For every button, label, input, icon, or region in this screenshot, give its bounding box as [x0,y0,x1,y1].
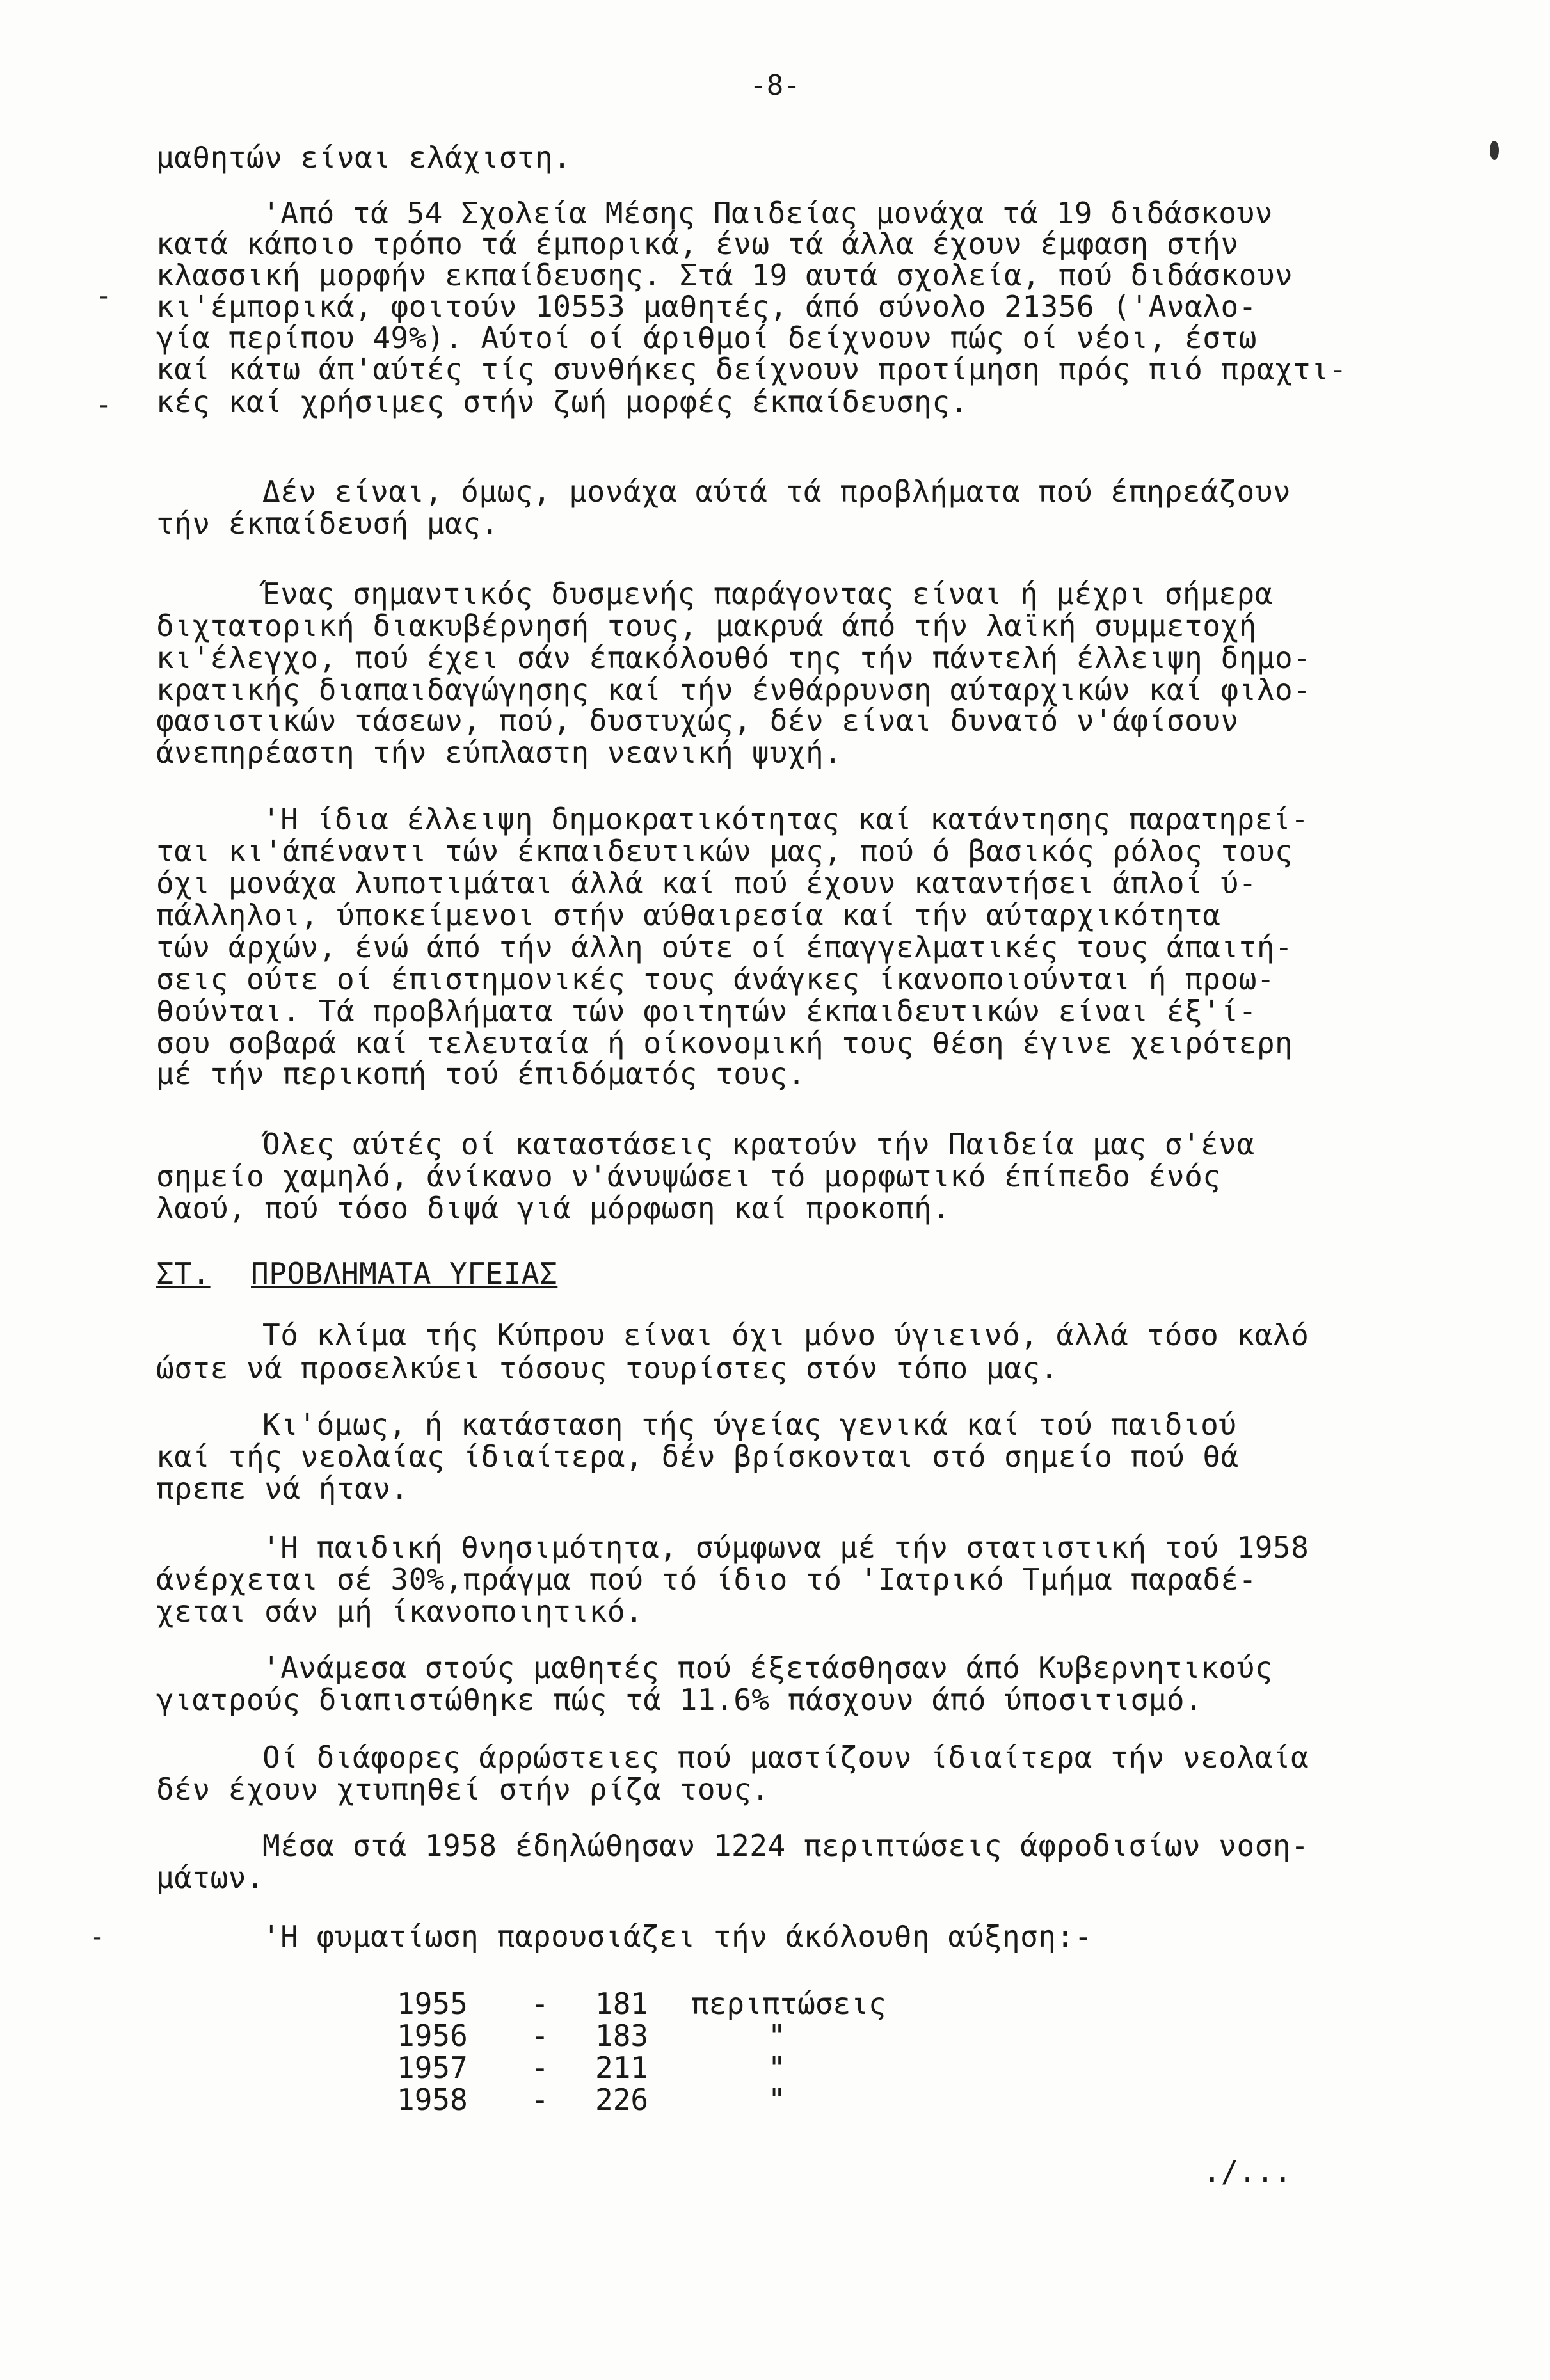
text-line: γιατρούς διαπιστώθηκε πώς τά 11.6% πάσχουν άπό ύποσιτισμό. [156,1682,1203,1717]
table-cell-unit: " [768,2018,786,2053]
text-line: 'Η ίδια έλλειψη δημοκρατικότητας καί κατάντησης παρατηρεί- [262,802,1309,836]
text-line: Κι'όμως, ή κατάσταση τής ύγείας γενικά καί τού παιδιού [262,1407,1237,1442]
table-cell-val: 211 [595,2050,649,2085]
text-line: κρατικής διαπαιδαγώγησης καί τήν ένθάρρυνση αύταρχικών καί φιλο- [156,673,1311,707]
text-line: χεται σάν μή ίκανοποιητικό. [156,1594,644,1629]
table-cell-dash: - [531,2050,549,2085]
section-label: ΣΤ. [156,1256,211,1291]
punch-mark [1490,141,1499,160]
text-line: τών άρχών, ένώ άπό τήν άλλη ούτε οί έπαγγελματικές τους άπαιτή- [156,930,1293,964]
table-cell-unit: " [768,2050,786,2085]
text-line: όχι μονάχα λυποτιμάται άλλά καί πού έχουν καταντήσει άπλοί ύ- [156,866,1257,900]
text-line: μάτων. [156,1860,265,1895]
table-cell-year: 1958 [397,2082,468,2117]
text-line: σου σοβαρά καί τελευταία ή οίκονομική τους θέση έγινε χειρότερη [156,1026,1293,1060]
text-line: Οί διάφορες άρρώστειες πού μαστίζουν ίδιαίτερα τήν νεολαία [262,1740,1309,1775]
text-line: κι'έμπορικά, φοιτούν 10553 μαθητές, άπό σύνολο 21356 ('Αναλο- [156,289,1257,324]
table-cell-year: 1956 [397,2018,468,2053]
text-line: άνέρχεται σέ 30%,πράγμα πού τό ίδιο τό 'Ιατρικό Τμήμα παραδέ- [156,1562,1257,1597]
text-line: κατά κάποιο τρόπο τά έμπορικά, ένω τά άλλα έχουν έμφαση στήν [156,227,1239,261]
table-cell-val: 183 [595,2018,649,2053]
text-line: μέ τήν περικοπή τού έπιδόματός τους. [156,1057,806,1091]
text-line: σεις ούτε οί έπιστημονικές τους άνάγκες ίκανοποιούνται ή προω- [156,962,1275,996]
text-line: άνεπηρέαστη τήν εύπλαστη νεανική ψυχή. [156,735,842,770]
text-line: κλασσική μορφήν εκπαίδευσης. Στά 19 αυτά σχολεία, πού διδάσκουν [156,258,1293,292]
text-line: 'Από τά 54 Σχολεία Μέσης Παιδείας μονάχα τά 19 διδάσκουν [262,196,1273,230]
text-line: ται κι'άπέναντι τών έκπαιδευτικών μας, πού ό βασικός ρόλος τους [156,834,1293,868]
text-line: καί κάτω άπ'αύτές τίς συνθήκες δείχνουν προτίμηση πρός πιό πραχτι- [156,352,1347,387]
table-cell-dash: - [531,2018,549,2053]
text-line: Μέσα στά 1958 έδηλώθησαν 1224 περιπτώσεις άφροδισίων νοση- [262,1828,1309,1863]
table-cell-dash: - [531,1986,549,2021]
text-line: κι'έλεγχο, πού έχει σάν έπακόλουθό της τήν πάντελή έλλειψη δημο- [156,641,1311,675]
text-line: τήν έκπαίδευσή μας. [156,506,499,541]
table-cell-unit: " [768,2082,786,2117]
text-line: ώστε νά προσελκύει τόσους τουρίστες στόν τόπο μας. [156,1351,1059,1386]
text-line: κές καί χρήσιμες στήν ζωή μορφές έκπαίδευσης. [156,385,968,419]
table-cell-val: 226 [595,2082,649,2117]
continuation-mark: ./... [1203,2154,1292,2189]
text-line: Όλες αύτές οί καταστάσεις κρατούν τήν Παιδεία μας σ'ένα [262,1127,1255,1162]
page-number: -8- [749,69,801,102]
section-title: ΠΡΟΒΛΗΜΑΤΑ ΥΓΕΙΑΣ [251,1256,558,1291]
text-line: Τό κλίμα τής Κύπρου είναι όχι μόνο ύγιεινό, άλλά τόσο καλό [262,1318,1309,1352]
text-line: πάλληλοι, ύποκείμενοι στήν αύθαιρεσία καί τήν αύταρχικότητα [156,898,1221,932]
text-line: πρεπε νά ήταν. [156,1471,409,1506]
margin-mark: - [90,1922,106,1952]
text-line: σημείο χαμηλό, άνίκανο ν'άνυψώσει τό μορφωτικό έπίπεδο ένός [156,1159,1221,1194]
text-line: Ένας σημαντικός δυσμενής παράγοντας είναι ή μέχρι σήμερα [262,577,1273,611]
text-line: διχτατορική διακυβέρνησή τους, μακρυά άπό τήν λαϊκή συμμετοχή [156,609,1257,643]
text-line: Δέν είναι, όμως, μονάχα αύτά τά προβλήματα πού έπηρεάζουν [262,474,1291,509]
margin-mark: - [96,282,112,311]
text-line: μαθητών είναι ελάχιστη. [156,140,571,175]
table-cell-year: 1957 [397,2050,468,2085]
margin-mark: - [96,390,112,420]
table-cell-year: 1955 [397,1986,468,2021]
text-line: καί τής νεολαίας ίδιαίτερα, δέν βρίσκονται στό σημείο πού θά [156,1439,1239,1474]
text-line: φασιστικών τάσεων, πού, δυστυχώς, δέν είναι δυνατό ν'άφίσουν [156,703,1239,738]
table-cell-val: 181 [595,1986,649,2021]
table-cell-unit: περιπτώσεις [691,1986,886,2021]
text-line: γία περίπου 49%). Αύτοί οί άριθμοί δείχνουν πώς οί νέοι, έστω [156,321,1257,355]
text-line: δέν έχουν χτυπηθεί στήν ρίζα τους. [156,1772,770,1807]
text-line: 'Η φυματίωση παρουσιάζει τήν άκόλουθη αύξηση:- [262,1919,1092,1954]
text-line: 'Ανάμεσα στούς μαθητές πού έξετάσθησαν άπό Κυβερνητικούς [262,1650,1273,1685]
text-line: θούνται. Τά προβλήματα τών φοιτητών έκπαιδευτικών είναι έξ'ί- [156,994,1257,1028]
text-line: 'Η παιδική θνησιμότητα, σύμφωνα μέ τήν στατιστική τού 1958 [262,1530,1309,1565]
table-cell-dash: - [531,2082,549,2117]
text-line: λαού, πού τόσο διψά γιά μόρφωση καί προκοπή. [156,1191,950,1226]
